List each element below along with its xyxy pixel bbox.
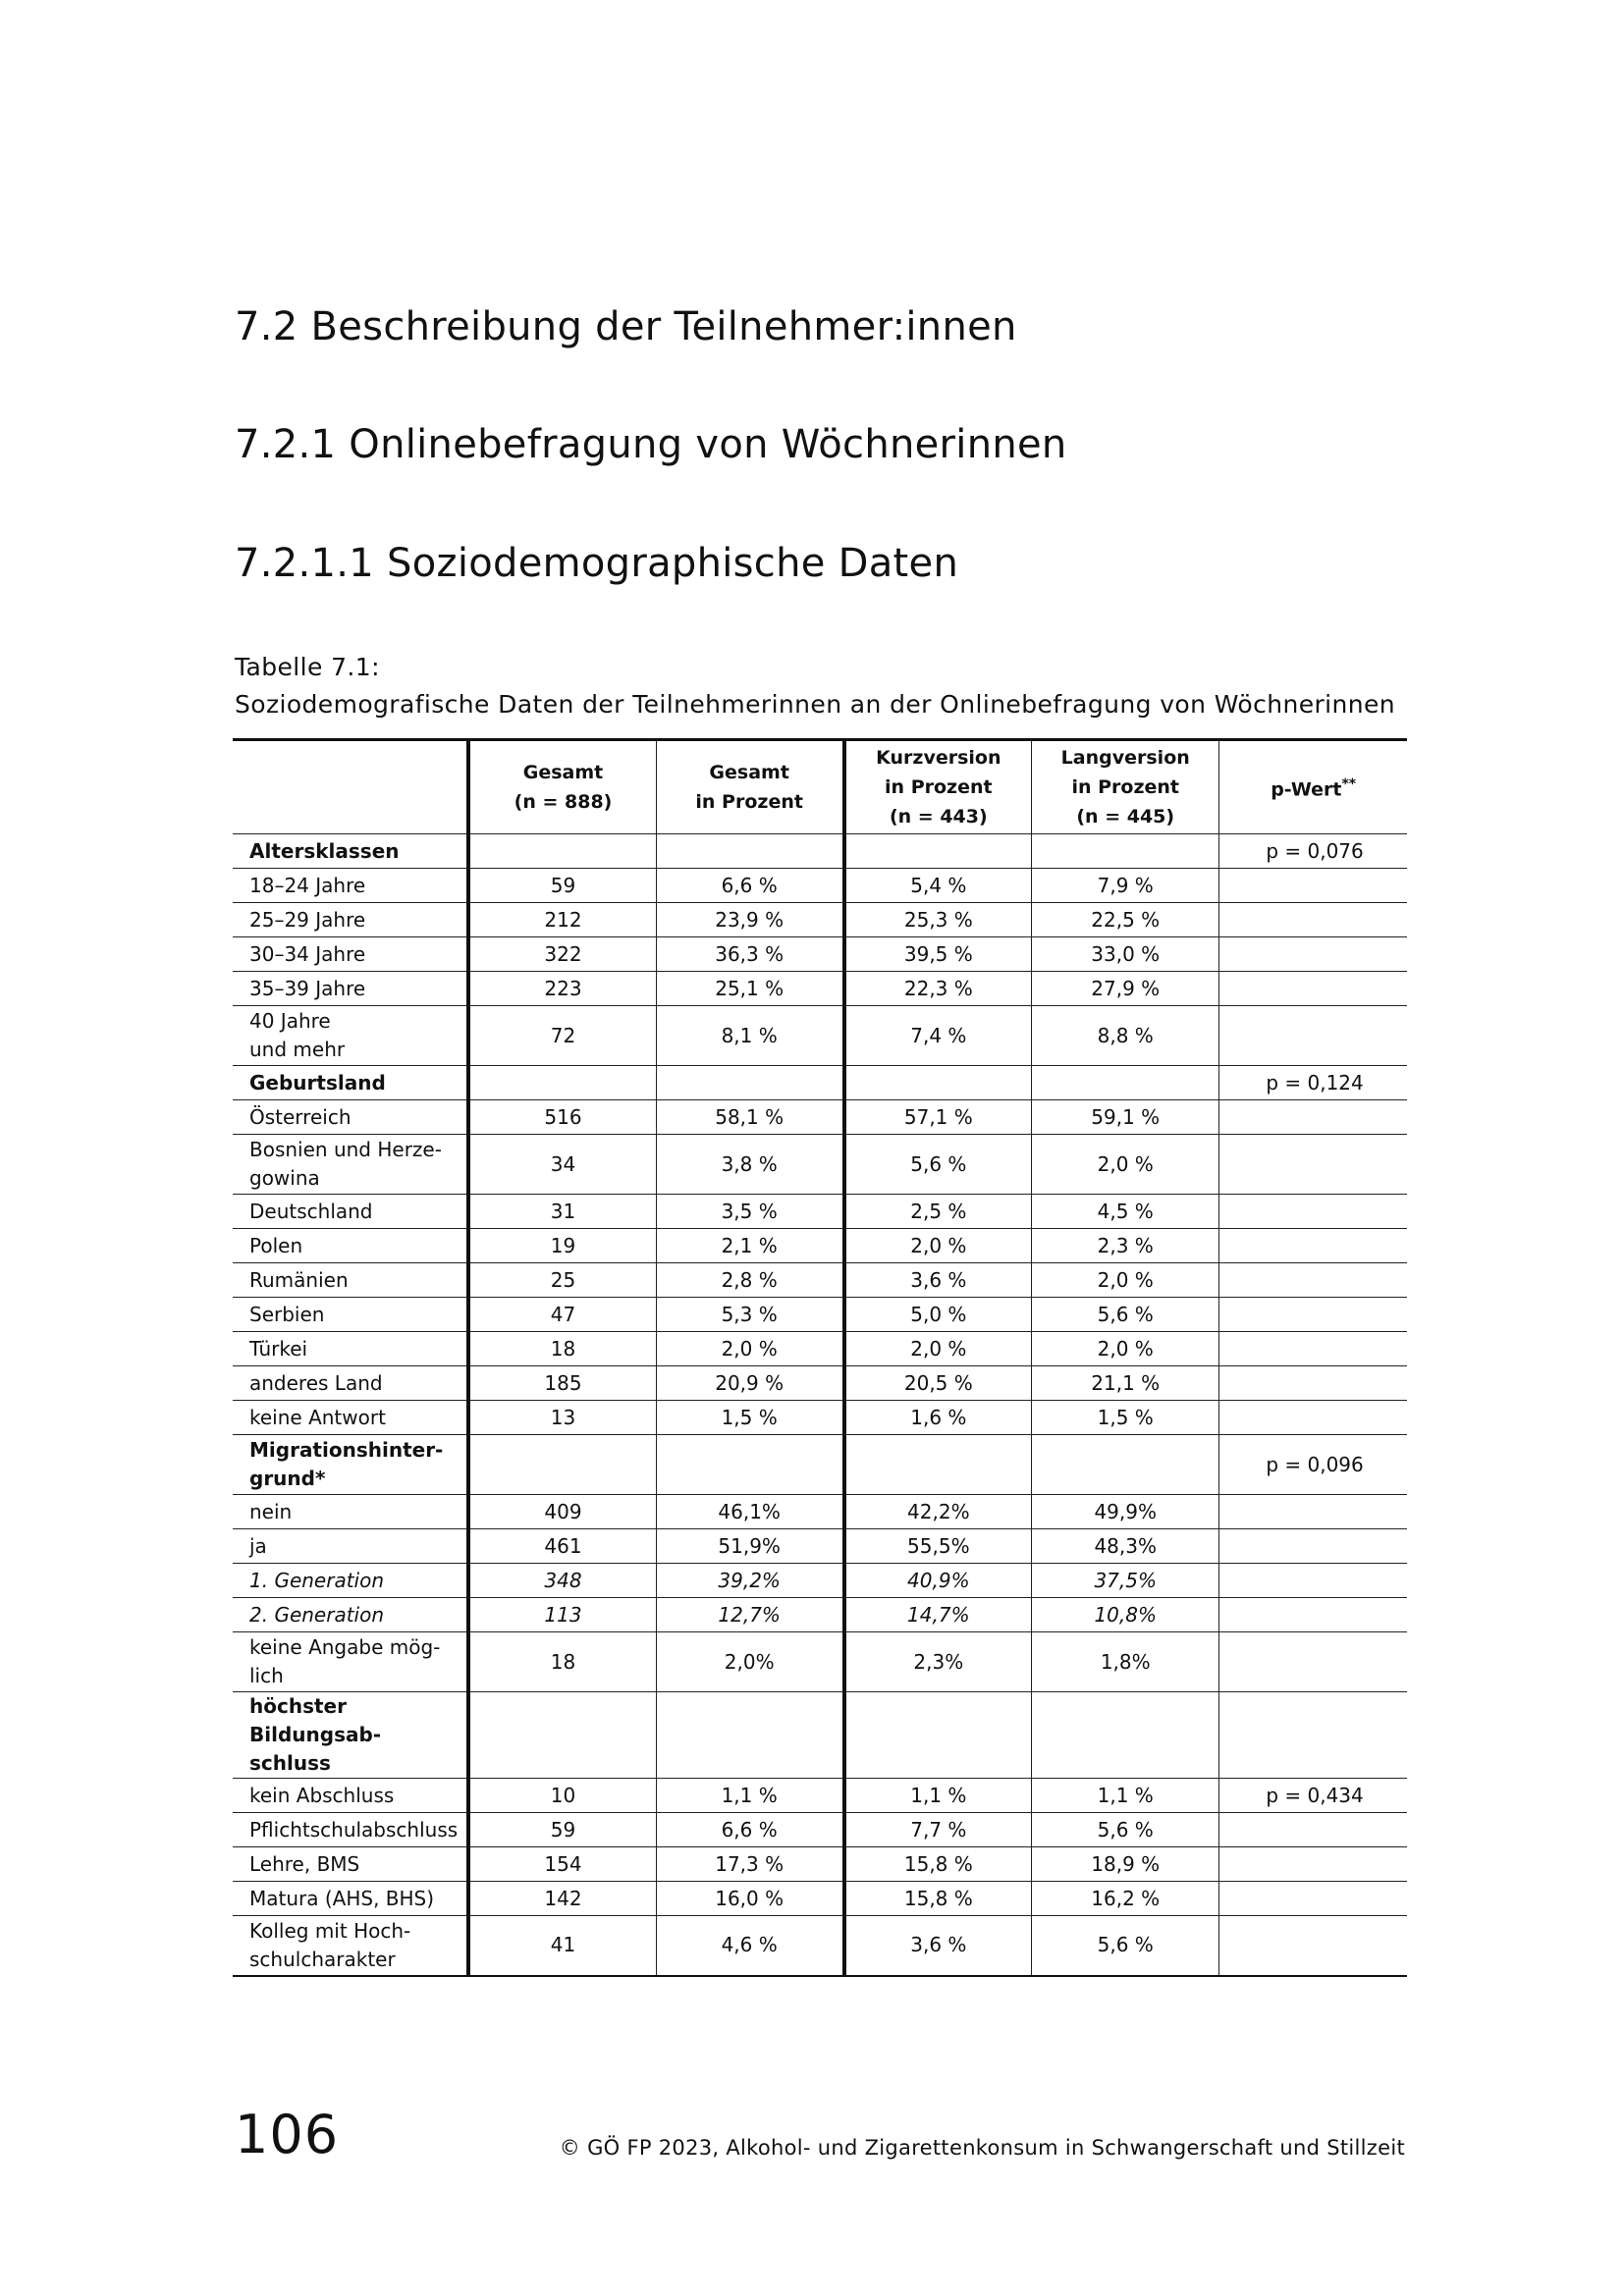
- cell-percent-short: 7,4 %: [844, 1006, 1032, 1066]
- cell-percent-long: 7,9 %: [1032, 869, 1219, 903]
- header-gesamt: [468, 740, 656, 834]
- header-gesamt-prozent-line1: Gesamt: [709, 762, 789, 783]
- table-row: [233, 903, 1407, 937]
- cell-percent-short: 3,6 %: [844, 1916, 1032, 1976]
- table-row: [233, 1779, 1407, 1813]
- row-label: [233, 1632, 468, 1692]
- cell-percent-short: 5,6 %: [844, 1135, 1032, 1195]
- cell-count: 13: [468, 1401, 656, 1435]
- cell-p-value: [1219, 1401, 1407, 1435]
- row-label-line: Kolleg mit Hoch-: [249, 1918, 411, 1943]
- cell-percent-total: 20,9 %: [656, 1366, 843, 1401]
- row-label: [233, 1692, 468, 1779]
- cell-p-value: [1219, 1529, 1407, 1564]
- cell-count: 34: [468, 1135, 656, 1195]
- table-row: [233, 1882, 1407, 1916]
- cell-count: 322: [468, 937, 656, 972]
- cell-percent-short: [844, 834, 1032, 869]
- cell-p-value: [1219, 1847, 1407, 1882]
- cell-percent-long: 1,8%: [1032, 1632, 1219, 1692]
- cell-percent-total: [656, 834, 843, 869]
- row-label: [233, 834, 468, 869]
- cell-percent-long: 59,1 %: [1032, 1100, 1219, 1135]
- table-caption-label: Tabelle 7.1:: [235, 653, 380, 681]
- cell-count: 59: [468, 1813, 656, 1847]
- row-label-line: schluss: [249, 1751, 331, 1775]
- row-label: [233, 1813, 468, 1847]
- cell-p-value: [1219, 1263, 1407, 1298]
- row-label: [233, 1529, 468, 1564]
- row-label: [233, 1916, 468, 1976]
- row-label: [233, 1882, 468, 1916]
- cell-p-value: [1219, 1598, 1407, 1632]
- cell-count: [468, 1435, 656, 1495]
- table-row: [233, 1529, 1407, 1564]
- table-row: [233, 1066, 1407, 1100]
- row-label-line: 25–29 Jahre: [249, 907, 366, 932]
- header-gesamt-prozent-line2: in Prozent: [695, 791, 803, 813]
- cell-p-value: [1219, 1332, 1407, 1366]
- subsubsection-heading: 7.2.1.1 Soziodemographische Daten: [235, 541, 959, 586]
- row-label: [233, 1779, 468, 1813]
- cell-percent-total: 36,3 %: [656, 937, 843, 972]
- cell-percent-short: 14,7%: [844, 1598, 1032, 1632]
- cell-percent-total: 1,5 %: [656, 1401, 843, 1435]
- cell-count: 348: [468, 1564, 656, 1598]
- cell-percent-short: 39,5 %: [844, 937, 1032, 972]
- table-row: [233, 1100, 1407, 1135]
- row-label-line: anderes Land: [249, 1370, 383, 1395]
- table-row: [233, 1813, 1407, 1847]
- row-label-line: Türkei: [249, 1336, 308, 1361]
- cell-percent-short: 15,8 %: [844, 1847, 1032, 1882]
- row-label: [233, 1332, 468, 1366]
- cell-percent-long: 5,6 %: [1032, 1916, 1219, 1976]
- header-gesamt-line2: (n = 888): [514, 791, 613, 813]
- row-label-line: keine Antwort: [249, 1405, 386, 1429]
- row-label-line: Altersklassen: [249, 838, 400, 863]
- cell-percent-short: 1,6 %: [844, 1401, 1032, 1435]
- cell-percent-long: 16,2 %: [1032, 1882, 1219, 1916]
- cell-p-value: [1219, 1882, 1407, 1916]
- cell-percent-total: 3,5 %: [656, 1195, 843, 1229]
- cell-percent-total: 25,1 %: [656, 972, 843, 1006]
- cell-percent-long: 48,3%: [1032, 1529, 1219, 1564]
- header-p-wert-label: p-Wert: [1271, 778, 1342, 801]
- row-label: [233, 903, 468, 937]
- cell-percent-total: 2,8 %: [656, 1263, 843, 1298]
- row-label: [233, 1066, 468, 1100]
- cell-percent-long: 2,0 %: [1032, 1263, 1219, 1298]
- cell-percent-short: 2,0 %: [844, 1229, 1032, 1263]
- row-label-line: nein: [249, 1499, 293, 1523]
- row-label: [233, 1006, 468, 1066]
- page-number: 106: [235, 2104, 340, 2165]
- cell-percent-short: [844, 1435, 1032, 1495]
- header-p-wert: [1219, 740, 1407, 834]
- cell-p-value: [1219, 1229, 1407, 1263]
- cell-p-value: [1219, 1632, 1407, 1692]
- cell-percent-total: 6,6 %: [656, 869, 843, 903]
- cell-percent-short: 22,3 %: [844, 972, 1032, 1006]
- cell-count: 212: [468, 903, 656, 937]
- header-gesamt-prozent: [656, 740, 843, 834]
- cell-p-value: [1219, 1135, 1407, 1195]
- cell-p-value: [1219, 1100, 1407, 1135]
- row-label-line: Rumänien: [249, 1267, 349, 1292]
- cell-percent-total: 51,9%: [656, 1529, 843, 1564]
- cell-percent-long: 18,9 %: [1032, 1847, 1219, 1882]
- row-label-line: Serbien: [249, 1302, 325, 1326]
- table-caption-title: Soziodemografische Daten der Teilnehmerinnen an der Onlinebefragung von Wöchnerinnen: [235, 690, 1396, 719]
- cell-percent-long: 33,0 %: [1032, 937, 1219, 972]
- table-row: [233, 1401, 1407, 1435]
- table-row: [233, 1916, 1407, 1976]
- cell-p-value: [1219, 937, 1407, 972]
- cell-percent-total: 2,1 %: [656, 1229, 843, 1263]
- row-label-line: Polen: [249, 1233, 303, 1257]
- cell-percent-long: 1,5 %: [1032, 1401, 1219, 1435]
- cell-percent-short: 7,7 %: [844, 1813, 1032, 1847]
- table-row: [233, 1263, 1407, 1298]
- cell-p-value: [1219, 903, 1407, 937]
- cell-percent-long: [1032, 834, 1219, 869]
- cell-percent-long: 22,5 %: [1032, 903, 1219, 937]
- cell-percent-short: 25,3 %: [844, 903, 1032, 937]
- cell-percent-total: 12,7%: [656, 1598, 843, 1632]
- cell-percent-long: 5,6 %: [1032, 1298, 1219, 1332]
- cell-count: 41: [468, 1916, 656, 1976]
- row-label: [233, 1847, 468, 1882]
- row-label: [233, 1135, 468, 1195]
- row-label: [233, 1100, 468, 1135]
- subsection-heading: 7.2.1 Onlinebefragung von Wöchnerinnen: [235, 422, 1067, 467]
- cell-percent-long: 5,6 %: [1032, 1813, 1219, 1847]
- cell-percent-short: 2,3%: [844, 1632, 1032, 1692]
- cell-count: 409: [468, 1495, 656, 1529]
- cell-p-value: [1219, 1298, 1407, 1332]
- cell-percent-short: 5,0 %: [844, 1298, 1032, 1332]
- cell-count: 31: [468, 1195, 656, 1229]
- table-row: [233, 1598, 1407, 1632]
- row-label: [233, 972, 468, 1006]
- row-label-line: 1. Generation: [249, 1568, 385, 1592]
- row-label: [233, 937, 468, 972]
- table-row: [233, 1006, 1407, 1066]
- row-label: [233, 1435, 468, 1495]
- cell-count: 59: [468, 869, 656, 903]
- table-row: [233, 1847, 1407, 1882]
- cell-percent-short: 2,0 %: [844, 1332, 1032, 1366]
- section-heading: 7.2 Beschreibung der Teilnehmer:innen: [235, 304, 1017, 349]
- cell-p-value: [1219, 1564, 1407, 1598]
- row-label-line: Österreich: [249, 1104, 352, 1129]
- sociodemographic-table: [233, 738, 1407, 1977]
- cell-count: 113: [468, 1598, 656, 1632]
- cell-percent-total: [656, 1692, 843, 1779]
- cell-percent-total: 39,2%: [656, 1564, 843, 1598]
- table-header-row: [233, 740, 1407, 834]
- row-label: [233, 1298, 468, 1332]
- row-label-line: kein Abschluss: [249, 1783, 395, 1807]
- header-kurzversion-line3: (n = 443): [889, 806, 988, 828]
- table-row: [233, 1692, 1407, 1779]
- row-label: [233, 1564, 468, 1598]
- row-label-line: schulcharakter: [249, 1947, 396, 1971]
- row-label-line: Migrationshinter-: [249, 1438, 444, 1462]
- cell-percent-short: 42,2%: [844, 1495, 1032, 1529]
- cell-count: 185: [468, 1366, 656, 1401]
- cell-percent-short: 1,1 %: [844, 1779, 1032, 1813]
- cell-p-value: [1219, 869, 1407, 903]
- cell-p-value: [1219, 1813, 1407, 1847]
- row-label-line: Geburtsland: [249, 1070, 386, 1095]
- cell-percent-total: 5,3 %: [656, 1298, 843, 1332]
- row-label: [233, 1195, 468, 1229]
- cell-percent-total: 17,3 %: [656, 1847, 843, 1882]
- table-row: [233, 1195, 1407, 1229]
- cell-percent-total: [656, 1066, 843, 1100]
- table-row: [233, 834, 1407, 869]
- cell-percent-long: 8,8 %: [1032, 1006, 1219, 1066]
- table-row: [233, 1298, 1407, 1332]
- cell-percent-short: [844, 1692, 1032, 1779]
- cell-percent-short: 57,1 %: [844, 1100, 1032, 1135]
- table-row: [233, 1632, 1407, 1692]
- cell-count: 19: [468, 1229, 656, 1263]
- page-footer: © GÖ FP 2023, Alkohol- und Zigarettenkonsum in Schwangerschaft und Stillzeit: [559, 2136, 1405, 2160]
- row-label-line: 35–39 Jahre: [249, 976, 366, 1000]
- cell-count: [468, 1692, 656, 1779]
- row-label-line: keine Angabe mög-: [249, 1635, 441, 1659]
- cell-count: 223: [468, 972, 656, 1006]
- cell-percent-total: 3,8 %: [656, 1135, 843, 1195]
- cell-percent-long: 2,3 %: [1032, 1229, 1219, 1263]
- row-label-line: 30–34 Jahre: [249, 941, 366, 966]
- cell-percent-short: 15,8 %: [844, 1882, 1032, 1916]
- cell-count: 516: [468, 1100, 656, 1135]
- cell-percent-long: 27,9 %: [1032, 972, 1219, 1006]
- cell-p-value: p = 0,076: [1219, 834, 1407, 869]
- cell-count: 461: [468, 1529, 656, 1564]
- cell-percent-long: 4,5 %: [1032, 1195, 1219, 1229]
- header-kurzversion-line2: in Prozent: [885, 776, 993, 798]
- cell-p-value: p = 0,096: [1219, 1435, 1407, 1495]
- row-label-line: grund*: [249, 1467, 326, 1490]
- row-label: [233, 869, 468, 903]
- cell-p-value: [1219, 1366, 1407, 1401]
- row-label-line: Matura (AHS, BHS): [249, 1886, 435, 1910]
- cell-percent-short: 5,4 %: [844, 869, 1032, 903]
- cell-percent-long: 37,5%: [1032, 1564, 1219, 1598]
- cell-count: 18: [468, 1332, 656, 1366]
- cell-percent-long: 49,9%: [1032, 1495, 1219, 1529]
- cell-percent-long: 21,1 %: [1032, 1366, 1219, 1401]
- cell-count: 154: [468, 1847, 656, 1882]
- row-label: [233, 1366, 468, 1401]
- cell-percent-short: [844, 1066, 1032, 1100]
- cell-p-value: [1219, 1916, 1407, 1976]
- row-label: [233, 1229, 468, 1263]
- table-row: [233, 1366, 1407, 1401]
- cell-percent-total: 2,0%: [656, 1632, 843, 1692]
- header-gesamt-line1: Gesamt: [522, 762, 604, 783]
- table-row: [233, 937, 1407, 972]
- cell-count: 47: [468, 1298, 656, 1332]
- header-langversion-line2: in Prozent: [1071, 776, 1180, 798]
- table-row: [233, 1564, 1407, 1598]
- row-label: [233, 1263, 468, 1298]
- cell-p-value: [1219, 972, 1407, 1006]
- table-row: [233, 1229, 1407, 1263]
- cell-percent-total: 16,0 %: [656, 1882, 843, 1916]
- cell-percent-total: 8,1 %: [656, 1006, 843, 1066]
- row-label-line: 18–24 Jahre: [249, 873, 366, 897]
- cell-p-value: p = 0,124: [1219, 1066, 1407, 1100]
- cell-percent-total: 23,9 %: [656, 903, 843, 937]
- cell-count: 142: [468, 1882, 656, 1916]
- header-kurzversion-line1: Kurzversion: [876, 747, 1001, 769]
- cell-percent-total: 2,0 %: [656, 1332, 843, 1366]
- row-label-line: ja: [249, 1533, 267, 1558]
- table-row: [233, 972, 1407, 1006]
- table-row: [233, 869, 1407, 903]
- cell-percent-total: 6,6 %: [656, 1813, 843, 1847]
- table-row: [233, 1495, 1407, 1529]
- header-kurzversion: [844, 740, 1032, 834]
- cell-percent-long: [1032, 1692, 1219, 1779]
- table-row: [233, 1135, 1407, 1195]
- cell-count: 25: [468, 1263, 656, 1298]
- header-p-wert-footnote: **: [1341, 776, 1357, 793]
- cell-percent-long: 10,8%: [1032, 1598, 1219, 1632]
- cell-percent-long: [1032, 1066, 1219, 1100]
- cell-count: [468, 1066, 656, 1100]
- header-langversion-line1: Langversion: [1060, 747, 1190, 769]
- cell-percent-total: [656, 1435, 843, 1495]
- cell-count: 72: [468, 1006, 656, 1066]
- cell-percent-long: 2,0 %: [1032, 1135, 1219, 1195]
- header-langversion-line3: (n = 445): [1076, 806, 1175, 828]
- cell-percent-long: 1,1 %: [1032, 1779, 1219, 1813]
- row-label-line: lich: [249, 1664, 284, 1687]
- row-label: [233, 1598, 468, 1632]
- row-label-line: Deutschland: [249, 1199, 373, 1223]
- cell-count: [468, 834, 656, 869]
- table-row: [233, 1435, 1407, 1495]
- row-label-line: gowina: [249, 1166, 320, 1190]
- cell-percent-total: 58,1 %: [656, 1100, 843, 1135]
- row-label-line: 2. Generation: [249, 1602, 385, 1627]
- cell-percent-total: 4,6 %: [656, 1916, 843, 1976]
- cell-percent-short: 2,5 %: [844, 1195, 1032, 1229]
- cell-p-value: [1219, 1195, 1407, 1229]
- row-label-line: und mehr: [249, 1038, 346, 1061]
- cell-count: 10: [468, 1779, 656, 1813]
- row-label: [233, 1401, 468, 1435]
- cell-percent-short: 40,9%: [844, 1564, 1032, 1598]
- row-label-line: Pflichtschulabschluss: [249, 1817, 459, 1842]
- cell-percent-long: [1032, 1435, 1219, 1495]
- cell-count: 18: [468, 1632, 656, 1692]
- cell-percent-total: 46,1%: [656, 1495, 843, 1529]
- header-category: [233, 740, 468, 834]
- cell-percent-short: 3,6 %: [844, 1263, 1032, 1298]
- cell-p-value: p = 0,434: [1219, 1779, 1407, 1813]
- row-label-line: Lehre, BMS: [249, 1851, 360, 1876]
- row-label-line: höchster Bildungsab-: [249, 1694, 382, 1746]
- cell-p-value: [1219, 1692, 1407, 1779]
- row-label-line: Bosnien und Herze-: [249, 1138, 442, 1161]
- row-label-line: 40 Jahre: [249, 1009, 331, 1033]
- row-label: [233, 1495, 468, 1529]
- cell-percent-long: 2,0 %: [1032, 1332, 1219, 1366]
- cell-p-value: [1219, 1006, 1407, 1066]
- cell-percent-total: 1,1 %: [656, 1779, 843, 1813]
- table-row: [233, 1332, 1407, 1366]
- cell-p-value: [1219, 1495, 1407, 1529]
- header-langversion: [1032, 740, 1219, 834]
- cell-percent-short: 55,5%: [844, 1529, 1032, 1564]
- cell-percent-short: 20,5 %: [844, 1366, 1032, 1401]
